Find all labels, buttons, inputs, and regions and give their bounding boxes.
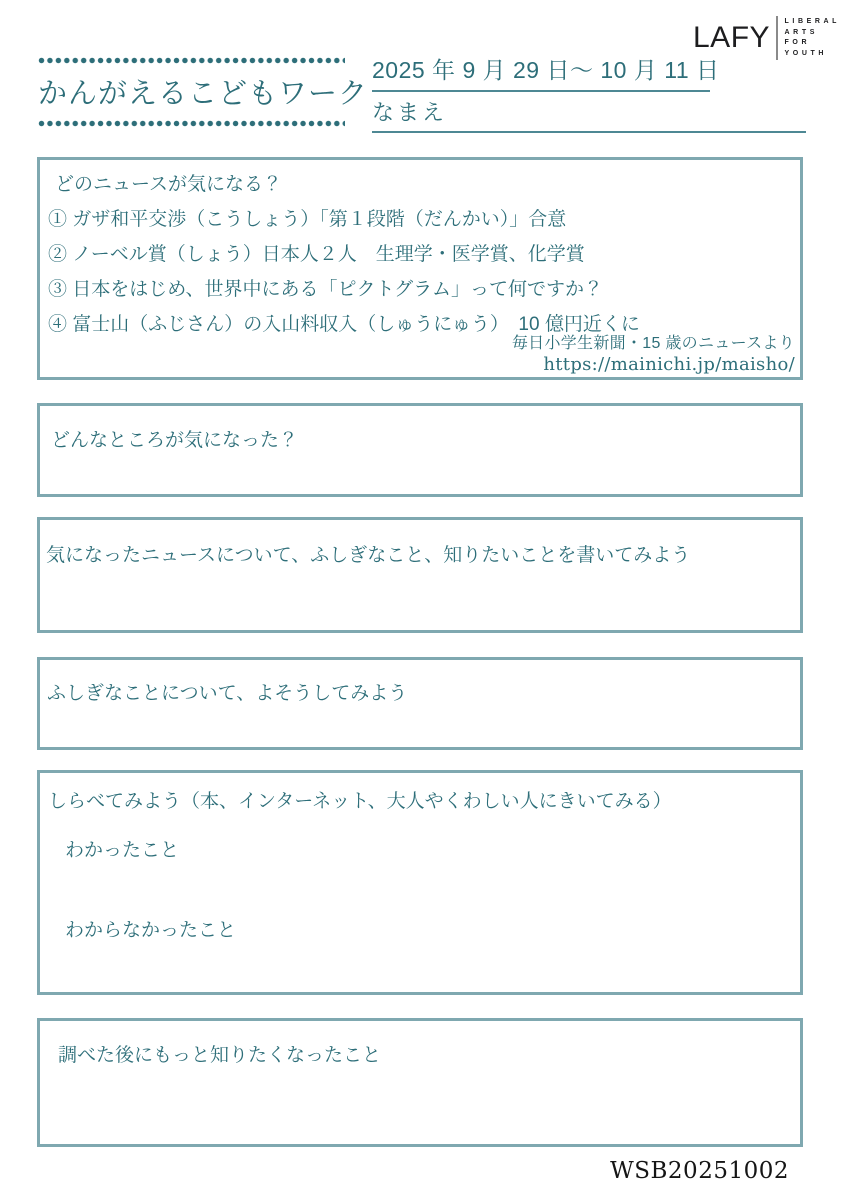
news-item-3: ③ 日本をはじめ、世界中にある「ピクトグラム」って何ですか？ [48,279,603,300]
research-found-label: わかったこと [65,840,180,861]
questions-answer-area[interactable] [43,570,797,627]
tagline-line: ARTS [784,28,818,36]
logo-divider [776,16,778,60]
news-item-2: ② ノーベル賞（しょう）日本人２人 生理学・医学賞、化学賞 [48,244,585,265]
lafy-tagline [785,17,841,59]
research-prompt: しらべてみよう（本、インターネット、大人やくわしい人にきいてみる） [48,791,672,812]
name-label: なまえ [372,100,448,125]
news-question: どのニュースが気になる？ [55,174,283,195]
document-code: WSB20251002 [610,1158,789,1184]
section-research [37,770,803,995]
research-found-answer-area[interactable] [43,865,797,913]
research-not-found-answer-area[interactable] [43,945,797,989]
attribution-source: 毎日小学生新聞・15 歳のニュースより [511,335,795,352]
prediction-answer-area[interactable] [43,706,797,744]
lafy-wordmark: LAFY [693,21,771,54]
tagline-line: LIBERAL [784,18,841,25]
followup-prompt: 調べた後にもっと知りたくなったこと [58,1045,382,1066]
impression-prompt: どんなところが気になった？ [51,430,299,451]
section-impression [37,403,803,497]
section-questions [37,517,803,633]
attribution-url: https://mainichi.jp/maisho/ [543,354,795,375]
lafy-logo [693,16,840,60]
section-news-selection [37,157,803,380]
tagline-line: FOR [784,39,811,46]
followup-answer-area[interactable] [43,1071,797,1141]
name-field [372,96,806,133]
date-range [372,52,720,92]
section-prediction [37,657,803,750]
dotted-divider-top [38,57,345,64]
news-item-1: ① ガザ和平交渉（こうしょう）「第１段階（だんかい）」合意 [48,209,567,230]
questions-prompt: 気になったニュースについて、ふしぎなこと、知りたいことを書いてみよう [46,545,691,566]
name-write-area[interactable] [447,103,806,127]
worksheet-title-block [38,57,369,127]
news-item-4: ④ 富士山（ふじさん）の入山料収入（しゅうにゅう） 10 億円近くに [48,314,640,335]
worksheet-title: かんがえるこどもワーク [38,78,369,110]
prediction-prompt: ふしぎなことについて、よそうしてみよう [47,683,408,704]
news-attribution [512,333,795,375]
tagline-line: YOUTH [784,49,828,57]
research-not-found-label: わからなかったこと [65,920,237,941]
dotted-divider-bottom [38,120,345,127]
impression-answer-area[interactable] [43,454,797,491]
section-followup [37,1018,803,1147]
date-range-text: 2025 年 9 月 29 日～ 10 月 11 日 [372,57,720,83]
